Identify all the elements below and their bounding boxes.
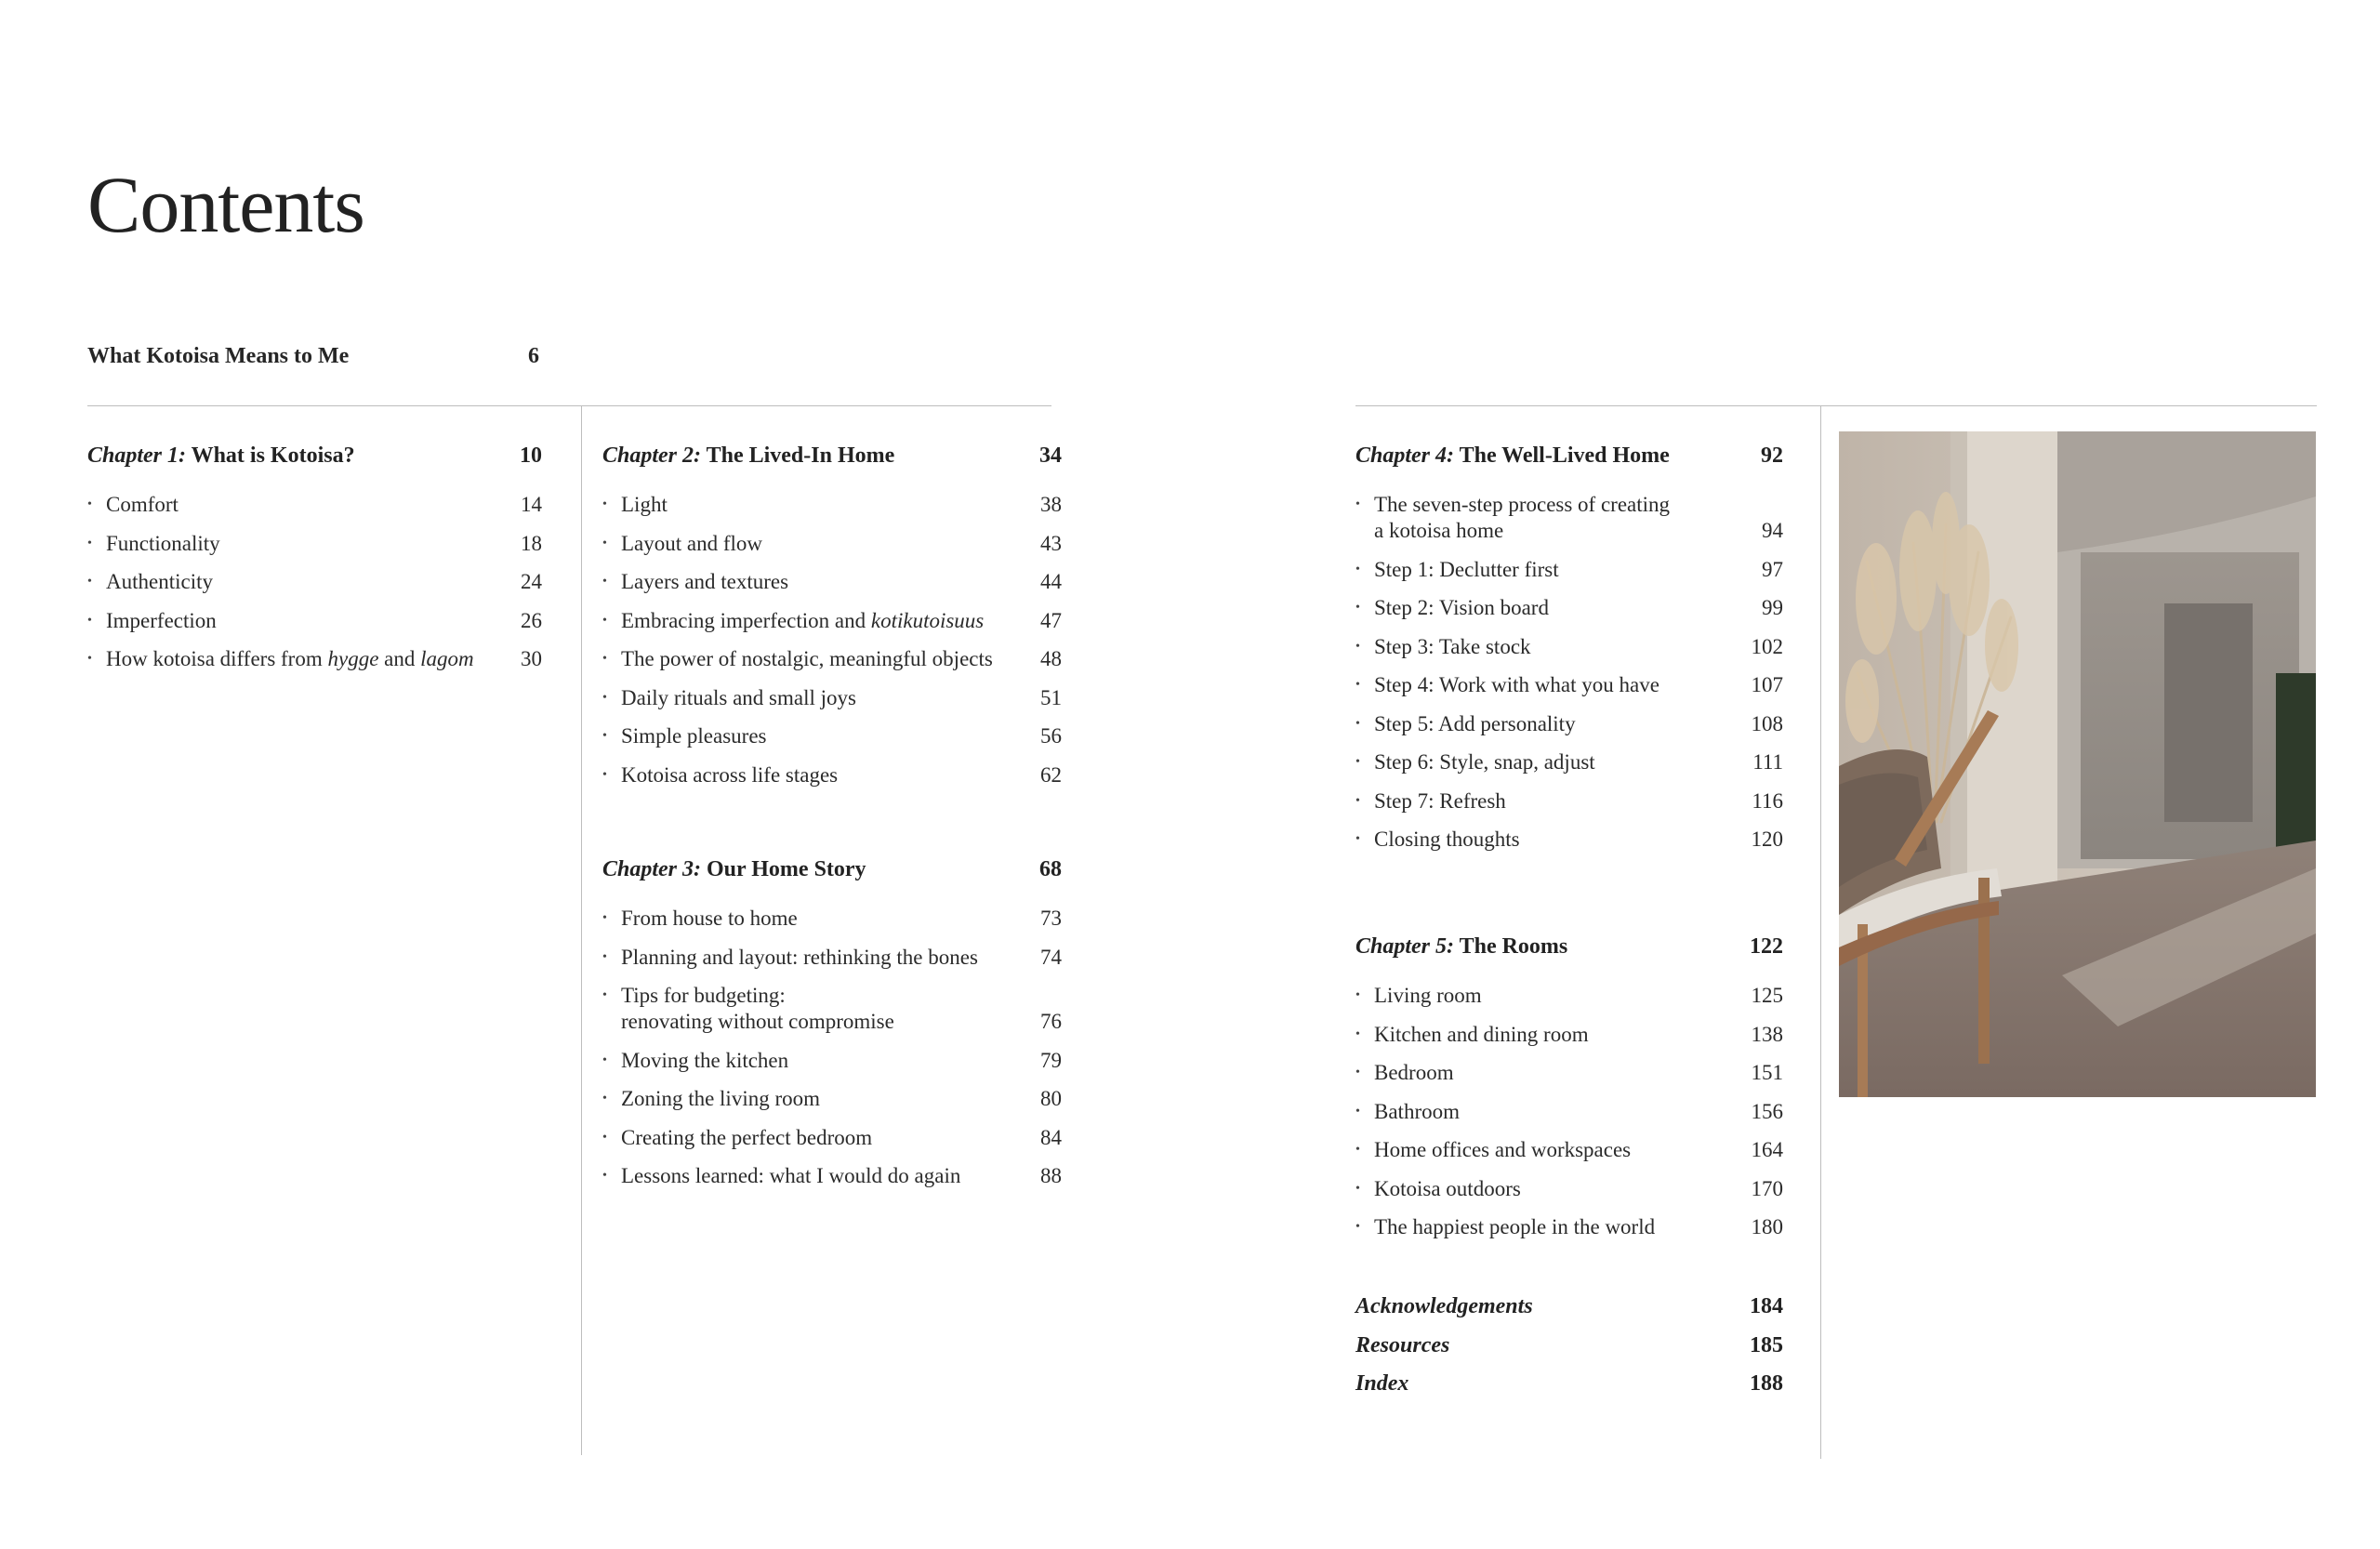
- toc-item[interactable]: • Kotoisa across life stages 62: [602, 762, 1062, 788]
- chapter-1-heading[interactable]: [87, 442, 542, 470]
- chapter-2-heading[interactable]: [602, 442, 1062, 470]
- intro-page: 6: [528, 344, 539, 368]
- chapter-4-prefix: Chapter 4:: [1355, 444, 1455, 468]
- chapter-5-prefix: Chapter 5:: [1355, 934, 1455, 959]
- chapter-5-section: [1355, 933, 1783, 1253]
- toc-item[interactable]: • The power of nostalgic, meaningful objects 48: [602, 646, 1062, 672]
- chapter-4-heading[interactable]: [1355, 442, 1783, 470]
- chapter-3-page: 68: [1039, 857, 1062, 881]
- chapter-3-prefix: Chapter 3:: [602, 857, 702, 881]
- chapter-5-title: The Rooms: [1454, 934, 1568, 959]
- toc-item[interactable]: • Authenticity 24: [87, 569, 542, 595]
- toc-item[interactable]: • Step 1: Declutter first 97: [1355, 557, 1783, 583]
- toc-item[interactable]: • Layout and flow 43: [602, 531, 1062, 557]
- toc-item[interactable]: • From house to home 73: [602, 906, 1062, 932]
- toc-item[interactable]: • Step 6: Style, snap, adjust 111: [1355, 749, 1783, 775]
- toc-item[interactable]: • The happiest people in the world 180: [1355, 1214, 1783, 1240]
- intro-label: What Kotoisa Means to Me: [87, 344, 350, 368]
- toc-item[interactable]: • Kotoisa outdoors 170: [1355, 1176, 1783, 1202]
- toc-item[interactable]: • Step 2: Vision board 99: [1355, 595, 1783, 621]
- chapter-1-prefix: Chapter 1:: [87, 444, 187, 468]
- page-title: Contents: [87, 160, 364, 249]
- toc-item[interactable]: • Zoning the living room 80: [602, 1086, 1062, 1112]
- column-divider-2: [1820, 406, 1821, 1459]
- toc-item[interactable]: • Lessons learned: what I would do again 88: [602, 1163, 1062, 1189]
- chapter-5-heading[interactable]: [1355, 933, 1783, 960]
- toc-item[interactable]: • Step 3: Take stock 102: [1355, 634, 1783, 660]
- back-matter-item[interactable]: Acknowledgements 184: [1355, 1294, 1783, 1318]
- interior-photo-image: [1839, 431, 2316, 1097]
- chapter-3-section: [602, 855, 1062, 1202]
- back-matter-section: [1355, 1293, 1783, 1410]
- toc-item[interactable]: • Bathroom 156: [1355, 1099, 1783, 1125]
- toc-item[interactable]: • Step 7: Refresh 116: [1355, 788, 1783, 814]
- intro-entry[interactable]: [87, 344, 539, 369]
- back-matter-item[interactable]: Index 188: [1355, 1371, 1783, 1396]
- chapter-1-section: [87, 442, 542, 685]
- toc-item[interactable]: • Layers and textures 44: [602, 569, 1062, 595]
- toc-item[interactable]: • Daily rituals and small joys 51: [602, 685, 1062, 711]
- toc-item[interactable]: • Kitchen and dining room 138: [1355, 1022, 1783, 1048]
- toc-item[interactable]: • Comfort 14: [87, 492, 542, 518]
- toc-item[interactable]: • Planning and layout: rethinking the bones 74: [602, 945, 1062, 971]
- toc-item[interactable]: • Bedroom 151: [1355, 1060, 1783, 1086]
- chapter-4-section: [1355, 442, 1783, 866]
- toc-item[interactable]: • Step 4: Work with what you have 107: [1355, 672, 1783, 698]
- toc-item[interactable]: • Closing thoughts 120: [1355, 827, 1783, 853]
- top-rule-right: [1355, 405, 2317, 406]
- toc-item[interactable]: • Home offices and workspaces 164: [1355, 1137, 1783, 1163]
- chapter-1-title: What is Kotoisa?: [186, 444, 355, 468]
- chapter-5-page: 122: [1750, 934, 1783, 959]
- chapter-2-section: [602, 442, 1062, 801]
- chapter-2-title: The Lived-In Home: [701, 444, 895, 468]
- toc-item[interactable]: • Embracing imperfection and kotikutoisuus 47: [602, 608, 1062, 634]
- toc-item[interactable]: • Living room 125: [1355, 983, 1783, 1009]
- toc-item[interactable]: • Tips for budgeting: renovating without compromise 76: [602, 983, 1062, 1035]
- chapter-1-page: 10: [520, 444, 542, 468]
- toc-item[interactable]: • Functionality 18: [87, 531, 542, 557]
- toc-item[interactable]: • Moving the kitchen 79: [602, 1048, 1062, 1074]
- toc-item[interactable]: • Imperfection 26: [87, 608, 542, 634]
- chapter-4-title: The Well-Lived Home: [1454, 444, 1670, 468]
- chapter-3-heading[interactable]: [602, 855, 1062, 883]
- chapter-2-prefix: Chapter 2:: [602, 444, 702, 468]
- chapter-3-title: Our Home Story: [701, 857, 866, 881]
- toc-item[interactable]: • The seven-step process of creating a kotoisa home 94: [1355, 492, 1783, 544]
- chapter-2-page: 34: [1039, 444, 1062, 468]
- toc-item[interactable]: • Creating the perfect bedroom 84: [602, 1125, 1062, 1151]
- column-divider-1: [581, 406, 582, 1455]
- toc-item[interactable]: • Step 5: Add personality 108: [1355, 711, 1783, 737]
- chapter-4-page: 92: [1761, 444, 1783, 468]
- toc-item[interactable]: • How kotoisa differs from hygge and lagom 30: [87, 646, 542, 672]
- toc-item[interactable]: • Simple pleasures 56: [602, 723, 1062, 749]
- top-rule-left: [87, 405, 1051, 406]
- toc-item[interactable]: • Light 38: [602, 492, 1062, 518]
- back-matter-item[interactable]: Resources 185: [1355, 1332, 1783, 1357]
